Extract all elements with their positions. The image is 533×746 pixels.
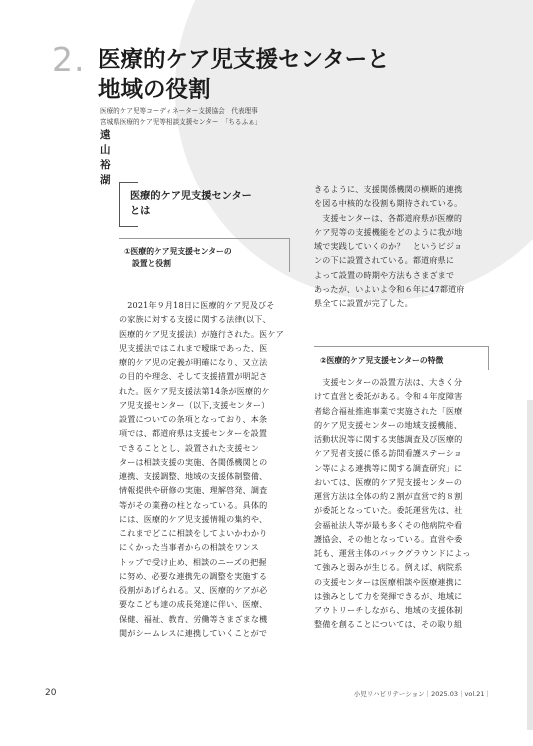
body-text-line: 県全てに設置が完了した。	[314, 298, 413, 308]
body-text-line: 会福祉法人等が最も多くその他病院や看	[314, 519, 463, 530]
subheading-1-side-rule	[289, 238, 290, 272]
body-text-line: の目的や理念、そして支援措置が明記さ	[119, 371, 268, 382]
body-text-line: 要なこども達の成長発達に伴い、医療、	[119, 599, 268, 610]
body-text-line: 医療的ケア児支援法）が施行された。医ケア	[119, 328, 284, 339]
subheading-1	[124, 246, 232, 269]
body-text-line: おいては、医療的ケア児支援センターの	[314, 476, 463, 487]
body-text-line: 関がシームレスに連携していくことがで	[119, 627, 268, 638]
author-affiliation-1: 医療的ケア児等コーディネーター支援協会 代表理事	[100, 107, 258, 115]
body-text-line: ン等による連携等に関する調査研究」に	[314, 462, 463, 473]
section-heading-line-2: とは	[130, 206, 151, 217]
body-text-line: 運営方法は全体の約２割が直営で約８割	[314, 491, 463, 501]
author-name: 遠山 裕湖	[100, 129, 111, 186]
body-text-line: 託も、運営主体のバックグラウンドによっ	[314, 548, 471, 558]
subheading-1-top-rule	[119, 238, 289, 239]
section-box-bottom-rule	[120, 226, 138, 227]
body-text-line: れた。医ケア児支援法第14条が医療的ケ	[119, 385, 270, 396]
body-text-line: きるように、支援関係機関の横断的連携	[314, 184, 463, 194]
body-text-line: よって設置の時期や方法もさまざまで	[314, 269, 455, 280]
body-text-line: 設置についての条項となっており、本条	[119, 414, 268, 424]
body-text-line: 活動状況等に関する実態調査及び医療的	[314, 434, 463, 444]
subheading-2-top-rule	[314, 346, 488, 347]
body-text-line: あったが、いよいよ令和６年に47都道府	[314, 283, 465, 294]
section-heading-line-1: 医療的ケア児支援センター	[130, 191, 252, 202]
author-affiliation-2: 宮城県医療的ケア児等相談支援センター 「ちるふぁ」	[100, 118, 262, 126]
body-text-line: ケア児者支援に係る訪問看護ステーショ	[314, 448, 462, 459]
body-text-line: これまでどこに相談をしてよいかわかり	[119, 528, 268, 538]
body-text-line: 保健、福祉、教育、労働等さまざまな機	[119, 613, 268, 624]
body-text-line: にくかった当事者からの相談をワンス	[119, 542, 259, 553]
body-text-line: が委託となっていた。委託運営先は、社	[314, 505, 463, 516]
article-title-line-1: 医療的ケア児支援センターと	[98, 47, 390, 73]
body-text-line: ア児支援センター（以下,支援センター）	[119, 399, 270, 410]
body-text-line: 的ケア児支援センターの地域支援機能、	[314, 419, 463, 430]
body-text-line: 支援センターの設置方法は、大きく分	[314, 377, 463, 387]
body-text-line: 情報提供や研修の実施、理解啓発、調査	[119, 485, 268, 496]
article-title-line-2: 地域の役割	[98, 77, 211, 103]
chapter-number: 2.	[52, 40, 86, 79]
section-heading	[130, 189, 252, 219]
body-text-line: の支援センターは医療相談や医療連携に	[314, 576, 463, 587]
body-text-line: に努め、必要な連携先の調整を実施する	[119, 570, 268, 581]
body-text-line: て強みと弱みが生じる。例えば、病院系	[314, 562, 463, 573]
body-text-line: 等がその業務の柱となっている。具体的	[119, 499, 268, 510]
section-box-top-rule	[120, 182, 138, 183]
body-text-line: ンの下に設置されている。都道府県に	[314, 255, 455, 266]
body-text-line: 整備を創ることについては、その取り組	[314, 619, 463, 630]
body-text-line: ターは相談支援の実施、各関係機関との	[119, 456, 268, 467]
body-column-right-top	[314, 182, 465, 310]
subheading-1-line-1: ①医療的ケア児支援センターの	[124, 247, 232, 256]
body-text-line: アウトリーチしながら、地域の支援体制	[314, 605, 463, 615]
page-number: 20	[45, 688, 57, 698]
body-text-line: 2021年９月18日に医療的ケア児及びそ	[119, 300, 275, 310]
body-text-line: けて直営と委託がある。令和４年度障害	[314, 391, 463, 402]
body-text-line: 者総合福祉推進事業で実施された「医療	[314, 405, 463, 416]
body-text-line: は強みとして力を発揮できるが、地域に	[314, 590, 463, 601]
body-text-line: 域で実践していくのか？ というビジョ	[314, 241, 463, 251]
body-text-line: ケア児等の支援機能をどのように我が地	[314, 226, 463, 237]
journal-footer: 小児リハビリテーション｜2025.03｜vol.21｜	[353, 690, 491, 698]
body-text-line: 支援センターは、各都道府県が医療的	[314, 212, 463, 223]
subheading-2-line-1: ②医療的ケア児支援センターの特徴	[320, 356, 444, 365]
body-text-line: 療的ケア児の定義が明確になり、又立法	[119, 357, 268, 367]
body-column-right-bottom	[314, 375, 471, 632]
body-text-line: を図る中核的な役割も期待されている。	[314, 198, 463, 209]
body-text-line: 連携、支援調整、地域の支援体制整備、	[119, 471, 268, 481]
body-text-line: 児支援法ではこれまで曖昧であった、医	[119, 342, 268, 353]
body-text-line: 護協会、その他となっている。直営や委	[314, 533, 463, 544]
body-text-line: 項では、都道府県は支援センターを設置	[119, 428, 268, 439]
body-text-line: には、医療的ケア児支援情報の集約や、	[119, 513, 268, 524]
subheading-2	[320, 355, 443, 367]
section-heading-box	[119, 182, 288, 227]
subheading-2-side-rule	[488, 346, 489, 370]
body-text-line: 役割があげられる。又、医療的ケアが必	[119, 585, 268, 595]
body-text-line: の家族に対する支援に関する法律(以下、	[119, 314, 271, 325]
side-tab-strip	[527, 400, 533, 730]
body-text-line: トップで受け止め、相談のニーズの把握	[119, 556, 267, 567]
body-column-left	[119, 298, 284, 640]
subheading-1-line-2: 設置と役割	[132, 258, 171, 268]
body-text-line: できることとし、設置された支援セン	[119, 442, 260, 453]
